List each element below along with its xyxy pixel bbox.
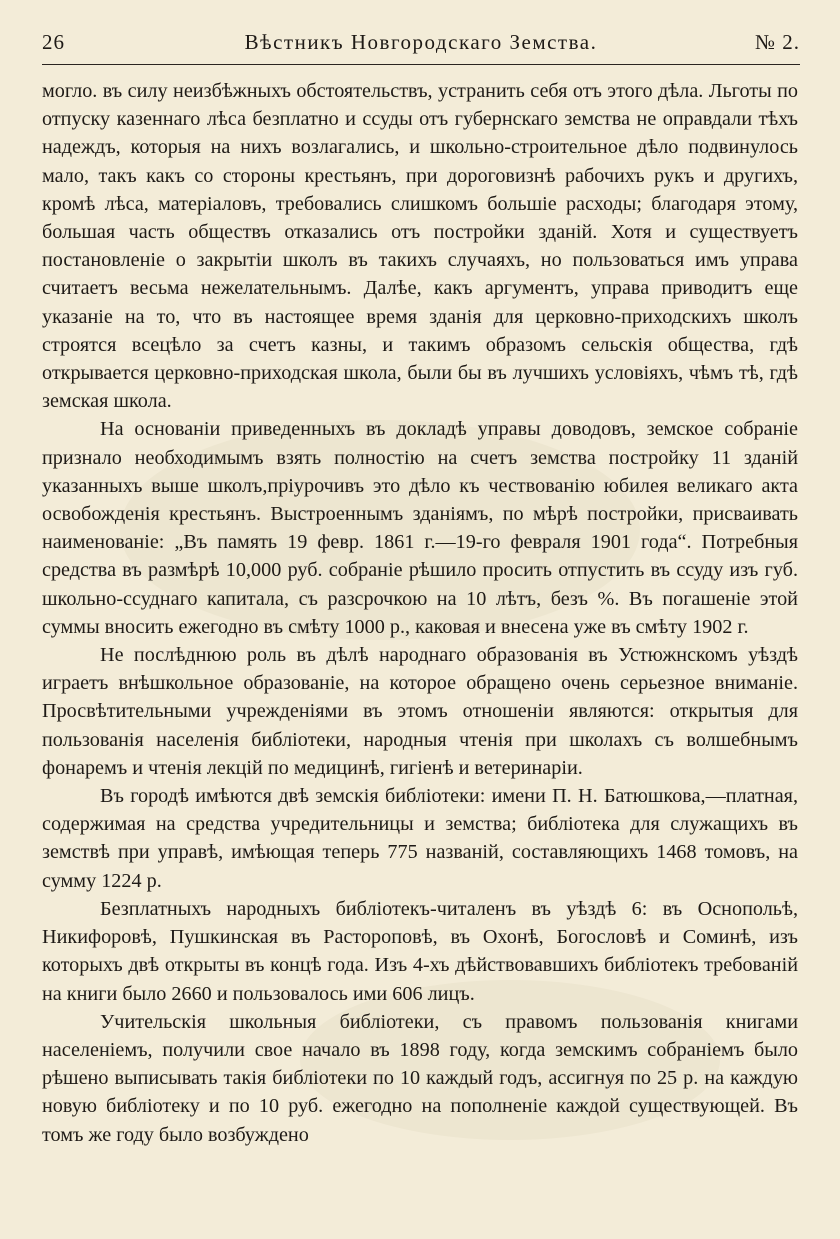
page-number: 26 <box>42 30 65 54</box>
running-header <box>42 30 800 60</box>
header-rule <box>42 64 800 65</box>
paragraph-1: могло. въ силу неизбѣжныхъ обстоятельствъ, устранить себя отъ этого дѣла. Льготы по отпуску казеннаго лѣса безплатно и ссуды отъ губернскаго земства не оправдали тѣхъ надеждъ, которыя на нихъ возлагались, и школьно-строительное дѣло подвинулось мало, такъ какъ со стороны крестьянъ, при дороговизнѣ рабочихъ рукъ и другихъ, кромѣ лѣса, матеріаловъ, требовались слишкомъ большіе расходы; благодаря этому, большая часть обществъ отказались отъ постройки зданій. Хотя и существуетъ постановленіе о закрытіи школъ въ такихъ случаяхъ, но пользоваться имъ управа считаетъ весьма нежелательнымъ. Далѣе, какъ аргументъ, управа приводитъ еще указаніе на то, что въ настоящее время зданія для церковно-приходскихъ школъ строятся всецѣло за счетъ казны, и такимъ образомъ сельскія общества, гдѣ открывается церковно-приходская школа, были бы въ лучшихъ условіяхъ, чѣмъ тѣ, гдѣ земская школа. <box>42 80 798 413</box>
paragraph-6: Учительскія школьныя библіотеки, съ правомъ пользованія книгами населеніемъ, получили свое начало въ 1898 году, когда земскимъ собраніемъ было рѣшено выписывать такія библіотеки по 10 каждый годъ, ассигнуя по 25 р. на каждую новую библіотеку и по 10 руб. ежегодно на пополненіе каждой существующей. Въ томъ же году было возбуждено <box>42 1010 798 1146</box>
article-body <box>42 77 798 1149</box>
paragraph-3: Не послѣднюю роль въ дѣлѣ народнаго образованія въ Устюжнскомъ уѣздѣ играетъ внѣшкольное образованіе, на которое обращено очень серьезное вниманіе. Просвѣтительными учрежденіями въ этомъ отношеніи являются: открытыя для пользованія населенія библіотеки, народныя чтенія при школахъ съ волшебнымъ фонаремъ и чтенія лекцій по медицинѣ, гигіенѣ и ветеринаріи. <box>42 644 798 779</box>
journal-title: Вѣстникъ Новгородскаго Земства. <box>244 30 598 54</box>
issue-number: № 2. <box>754 30 800 54</box>
paragraph-4: Въ городѣ имѣются двѣ земскія библіотеки: имени П. Н. Батюшкова,—платная, содержимая на средства учредительницы и земства; библіотека для служащихъ въ земствѣ при управѣ, имѣющая теперь 775 названій, составляющихъ 1468 томовъ, на сумму 1224 р. <box>42 785 798 892</box>
paragraph-5: Безплатныхъ народныхъ библіотекъ-читаленъ въ уѣздѣ 6: въ Оснопольѣ, Никифоровѣ, Пушкинская въ Растороповѣ, въ Охонѣ, Богословѣ и Соминѣ, изъ которыхъ двѣ открыты въ концѣ года. Изъ 4-хъ дѣйствовавшихъ библіотекъ требованій на книги было 2660 и пользовалось ими 606 лицъ. <box>42 897 798 1005</box>
paragraph-2: На основаніи приведенныхъ въ докладѣ управы доводовъ, земское собраніе признало необходимымъ взять полностію на счетъ земства постройку 11 зданій указанныхъ выше школъ,пріурочивъ это дѣло къ чествованію юбилея великаго акта освобожденія крестьянъ. Выстроеннымъ зданіямъ, по мѣрѣ постройки, присваивать наименованіе: „Въ память 19 февр. 1861 г.—19-го февраля 1901 года“. Потребныя средства въ размѣрѣ 10,000 руб. собраніе рѣшило просить отпустить въ ссуду изъ губ. школьно-ссуднаго капитала, съ разсрочкою на 10 лѣтъ, безъ %. Въ погашеніе этой суммы вносить ежегодно въ смѣту 1000 р., каковая и внесена уже въ смѣту 1902 г. <box>42 418 798 638</box>
